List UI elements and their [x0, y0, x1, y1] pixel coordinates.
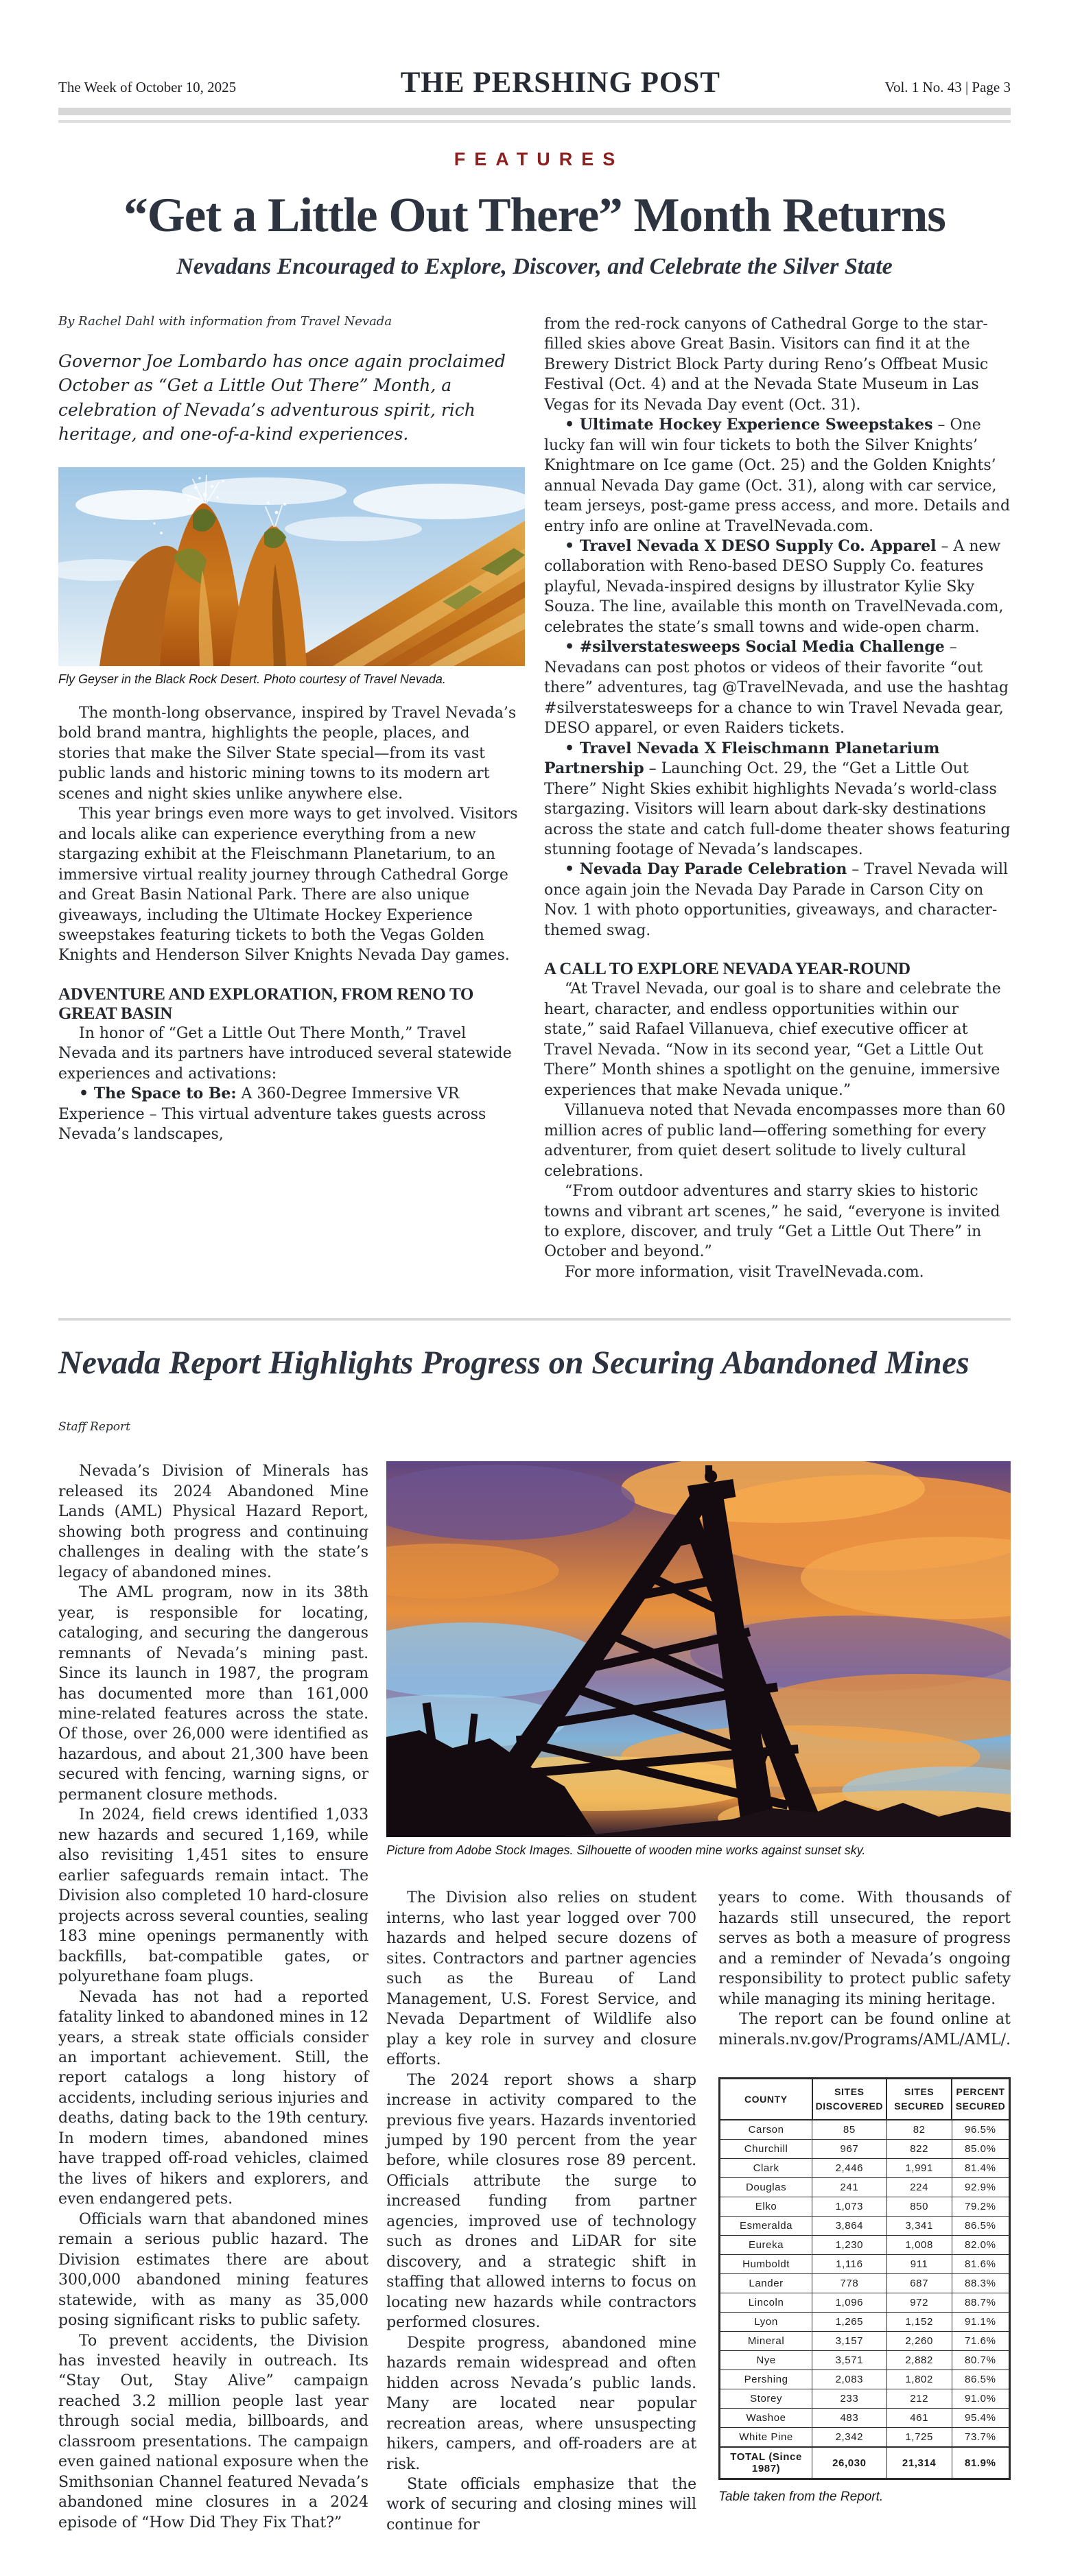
cell-county: Clark — [720, 2159, 812, 2178]
cell-percent-secured: 71.6% — [952, 2332, 1009, 2351]
body-paragraph: This year brings even more ways to get involved. Visitors and locals alike can experience everything from a new stargazing exhibit at the Fleischmann Planetarium, to an immersive virtual reality journey through Cathedral Gorge and Great Basin National Park. There are also unique giveaways, including the Ultimate Hockey Experience sweepstakes featuring tickets to both the Vegas Golden Knights and Henderson Silver Knights Nevada Day games. — [58, 805, 518, 965]
cell-sites-discovered: 2,083 — [812, 2370, 887, 2389]
cell-sites-secured: 1,991 — [886, 2159, 952, 2178]
body-paragraph: Despite progress, abandoned mine hazards remain widespread and often hidden across Nevada’s public lands. Many are located near popular recreation areas, where unsuspecting hikers, campers, and off-roaders are at risk. — [386, 2334, 697, 2473]
cell-total-secured: 21,314 — [886, 2447, 952, 2479]
cell-sites-discovered: 3,157 — [812, 2332, 887, 2351]
bullet-item — [544, 415, 1011, 536]
table-header-sites-discovered: SITES DISCOVERED — [812, 2079, 887, 2120]
table-row — [720, 2236, 1010, 2255]
cell-county: Churchill — [720, 2140, 812, 2159]
bullet-text: – One lucky fan will win four tickets to both the Silver Knights’ Knightmare on Ice game (Oct. 25) and the Golden Knights’ annual Nevada Day game (Oct. 31), along with car service, team jerseys, post-game press access, and more. Details and entry info are online at TravelNevada.com. — [544, 416, 1011, 535]
cell-sites-discovered: 1,265 — [812, 2313, 887, 2332]
cell-county: Douglas — [720, 2178, 812, 2197]
article2-headline: Nevada Report Highlights Progress on Securing Abandoned Mines — [58, 1345, 970, 1382]
body-paragraph: “From outdoor adventures and starry skies to historic towns and vibrant art scenes,” he said, “everyone is invited to explore, discover, and truly “Get a Little Out There” in October and beyond.” — [544, 1183, 1000, 1261]
cell-county: Pershing — [720, 2370, 812, 2389]
article1-lede: Governor Joe Lombardo has once again proclaimed October as “Get a Little Out There” Month, a celebration of Nevada’s adventurous spirit, rich heritage, and one-of-a-kind experiences. — [58, 351, 506, 445]
cell-county: Carson — [720, 2120, 812, 2140]
cell-county: Nye — [720, 2351, 812, 2370]
article2-photo-caption: Picture from Adobe Stock Images. Silhouette of wooden mine works against sunset sky. — [386, 1843, 866, 1858]
body-paragraph: Nevada has not had a reported fatality linked to abandoned mines in 12 years, a streak state officials consider an important achievement. Still, the report catalogs a long history of accidents, including serious injuries and deaths, dating back to the 19th century. In modern times, abandoned mines have trapped off-road vehicles, claimed the lives of hikers and explorers, and even endangered pets. — [58, 1988, 369, 2208]
body-paragraph: The report can be found online at minerals.nv.gov/Programs/AML/AML/. — [718, 2011, 1011, 2048]
table-row — [720, 2217, 1010, 2236]
cell-sites-secured: 212 — [886, 2389, 952, 2409]
article1-left-bullets — [58, 1084, 525, 1144]
article-abandoned-mines — [58, 1344, 1011, 2535]
masthead-date: The Week of October 10, 2025 — [58, 79, 237, 95]
article1-photo-caption: Fly Geyser in the Black Rock Desert. Photo courtesy of Travel Nevada. — [58, 672, 446, 686]
bullet-item — [544, 739, 1011, 860]
cell-percent-secured: 81.6% — [952, 2255, 1009, 2274]
article1-left-column — [58, 314, 525, 1283]
masthead — [58, 66, 1011, 99]
bullet-text: – Launching Oct. 29, the “Get a Little Out There” Night Skies exhibit highlights Nevada’s world-class stargazing. Visitors will learn about dark-sky destinations across the state and catch full-dome theater shows featuring stunning footage of Nevada’s landscapes. — [544, 760, 1011, 859]
table-row — [720, 2332, 1010, 2351]
body-paragraph: years to come. With thousands of hazards still unsecured, the report serves as both a measure of progress and a reminder of Nevada’s ongoing responsibility to protect public safety while managing its mining heritage. — [718, 1889, 1011, 2008]
section-label: FEATURES — [454, 149, 624, 169]
article1-right-paragraphs — [544, 979, 1011, 1282]
article1-subhead: Nevadans Encouraged to Explore, Discover, and Celebrate the Silver State — [176, 253, 893, 279]
cell-sites-discovered: 1,096 — [812, 2293, 887, 2313]
article2-middle-paragraphs — [386, 1888, 696, 2535]
table-row — [720, 2159, 1010, 2178]
cell-total-percent: 81.9% — [952, 2447, 1009, 2479]
cell-total-label: TOTAL (Since 1987) — [720, 2447, 812, 2479]
table-header-county: COUNTY — [720, 2079, 812, 2120]
bullet-lead: • The Space to Be: — [79, 1085, 237, 1103]
body-paragraph: Villanueva noted that Nevada encompasses more than 60 million acres of public land—offering something for every adventurer, from quiet desert solitude to lively cultural celebrations. — [544, 1102, 1006, 1180]
cell-sites-discovered: 483 — [812, 2409, 887, 2428]
table-row — [720, 2178, 1010, 2197]
article1-section-head-1: ADVENTURE AND EXPLORATION, FROM RENO TO GREAT BASIN — [58, 984, 474, 1023]
cell-sites-secured: 224 — [886, 2178, 952, 2197]
body-paragraph: State officials emphasize that the work of securing and closing mines will continue for — [386, 2475, 697, 2533]
cell-percent-secured: 73.7% — [952, 2428, 1009, 2448]
cell-county: Lincoln — [720, 2293, 812, 2313]
table-header-sites-secured: SITES SECURED — [886, 2079, 952, 2120]
bullet-lead: • #silverstatesweeps Social Media Challenge — [565, 638, 945, 657]
cell-county: Lander — [720, 2274, 812, 2293]
cell-sites-discovered: 2,446 — [812, 2159, 887, 2178]
cell-percent-secured: 96.5% — [952, 2120, 1009, 2140]
cell-sites-secured: 822 — [886, 2140, 952, 2159]
table-row — [720, 2409, 1010, 2428]
article2-rightmost-column — [718, 1888, 1011, 2535]
cell-percent-secured: 86.5% — [952, 2217, 1009, 2236]
masthead-volume-page: Vol. 1 No. 43 | Page 3 — [884, 79, 1011, 95]
body-paragraph: “At Travel Nevada, our goal is to share and celebrate the heart, character, and endless opportunities within our state,” said Rafael Villanueva, chief executive officer at Travel Nevada. “Now in its second year, “Get a Little Out There” Month shines a spotlight on the genuine, immersive experiences that make Nevada unique.” — [544, 980, 1001, 1099]
table-row — [720, 2197, 1010, 2217]
bullet-lead: • Ultimate Hockey Experience Sweepstakes — [565, 416, 933, 434]
cell-sites-secured: 911 — [886, 2255, 952, 2274]
table-row — [720, 2120, 1010, 2140]
table-header-percent-secured: PERCENT SECURED — [952, 2079, 1009, 2120]
cell-sites-secured: 972 — [886, 2293, 952, 2313]
bullet-lead: • Nevada Day Parade Celebration — [565, 860, 847, 879]
table-row — [720, 2313, 1010, 2332]
cell-county: Humboldt — [720, 2255, 812, 2274]
cell-sites-secured: 82 — [886, 2120, 952, 2140]
bullet-lead: • Travel Nevada X Fleischmann Planetarium Partnership — [544, 739, 940, 778]
cell-percent-secured: 80.7% — [952, 2351, 1009, 2370]
cell-sites-discovered: 241 — [812, 2178, 887, 2197]
body-paragraph: Nevada’s Division of Minerals has released its 2024 Abandoned Mine Lands (AML) Physical Hazard Report, showing both progress and continuing challenges in dealing with the state’s legacy of abandoned mines. — [58, 1463, 369, 1581]
table-row — [720, 2255, 1010, 2274]
cell-county: Lyon — [720, 2313, 812, 2332]
bullet-item — [58, 1084, 525, 1144]
cell-sites-discovered: 1,073 — [812, 2197, 887, 2217]
cell-sites-discovered: 1,230 — [812, 2236, 887, 2255]
article1-right-column — [544, 314, 1011, 1283]
cell-sites-secured: 2,260 — [886, 2332, 952, 2351]
article1-headline: “Get a Little Out There” Month Returns — [124, 189, 945, 242]
cell-county: Esmeralda — [720, 2217, 812, 2236]
table-row — [720, 2351, 1010, 2370]
body-paragraph: The month-long observance, inspired by Travel Nevada’s bold brand mantra, highlights the people, places, and stories that make the Silver State special—from its vast public lands and historic mining towns to its modern art scenes and night skies unlike anywhere else. — [58, 704, 517, 803]
article2-left-column — [58, 1461, 368, 2535]
article2-lower-columns — [386, 1888, 1011, 2535]
article1-byline: By Rachel Dahl with information from Travel Nevada — [58, 314, 392, 329]
cell-percent-secured: 88.3% — [952, 2274, 1009, 2293]
cell-sites-secured: 1,008 — [886, 2236, 952, 2255]
cell-sites-discovered: 1,116 — [812, 2255, 887, 2274]
cell-sites-secured: 461 — [886, 2409, 952, 2428]
article2-right-area — [386, 1461, 1011, 2535]
mine-headframe-photo — [386, 1461, 1011, 1837]
body-paragraph: The AML program, now in its 38th year, is responsible for locating, cataloging, and securing the dangerous remnants of Nevada’s mining past. Since its launch in 1987, the program has documented more than 161,000 mine-related features across the state. Of those, over 26,000 were identified as hazardous, and about 21,300 have been secured with fencing, warning signs, or permanent closure methods. — [58, 1584, 369, 1804]
table-row — [720, 2274, 1010, 2293]
fly-geyser-photo — [58, 467, 525, 666]
table-body — [720, 2120, 1010, 2447]
article1-left-paragraphs — [58, 703, 525, 966]
cell-percent-secured: 91.1% — [952, 2313, 1009, 2332]
table-row — [720, 2293, 1010, 2313]
masthead-rule-thin — [58, 120, 1011, 123]
cell-sites-secured: 1,802 — [886, 2370, 952, 2389]
aml-county-table — [718, 2077, 1011, 2480]
cell-sites-discovered: 2,342 — [812, 2428, 887, 2448]
table-row — [720, 2140, 1010, 2159]
article1-right-bullets — [544, 415, 1011, 941]
cell-percent-secured: 91.0% — [952, 2389, 1009, 2409]
cell-sites-secured: 2,882 — [886, 2351, 952, 2370]
cell-county: Elko — [720, 2197, 812, 2217]
article1-section-head-2: A CALL TO EXPLORE NEVADA YEAR-ROUND — [544, 960, 911, 979]
cell-percent-secured: 95.4% — [952, 2409, 1009, 2428]
body-paragraph: In honor of “Get a Little Out There Month,” Travel Nevada and its partners have introduced several statewide experiences and activations: — [58, 1024, 512, 1083]
body-paragraph: Officials warn that abandoned mines remain a serious public hazard. The Division estimates there are about 300,000 abandoned mining features statewide, with as many as 35,000 posing significant risks to public safety. — [58, 2210, 369, 2330]
cell-sites-secured: 687 — [886, 2274, 952, 2293]
cell-sites-secured: 850 — [886, 2197, 952, 2217]
cell-sites-discovered: 233 — [812, 2389, 887, 2409]
cell-percent-secured: 81.4% — [952, 2159, 1009, 2178]
bullet-item — [544, 860, 1011, 941]
article1-columns — [58, 314, 1011, 1283]
table-total-row — [720, 2447, 1010, 2479]
article-get-a-little-out-there — [58, 191, 1011, 1282]
bullet-text: – Travel Nevada will once again join the Nevada Day Parade in Carson City on Nov. 1 with photo opportunities, giveaways, and character-themed swag. — [544, 861, 1009, 939]
table-row — [720, 2428, 1010, 2448]
table-caption: Table taken from the Report. — [718, 2490, 884, 2505]
body-paragraph: In 2024, field crews identified 1,033 new hazards and secured 1,169, while also revisiting 1,451 sites to ensure earlier safeguards remain intact. The Division also completed 10 hard-closure projects across several counties, sealing 183 mine openings permanently with backfills, bat-compatible gates, or polyurethane foam plugs. — [58, 1806, 369, 1986]
bullet-item — [544, 536, 1011, 637]
article1-right-lead-paragraph: from the red-rock canyons of Cathedral Gorge to the star-filled skies above Great Basin. Visitors can find it at the Brewery District Block Party during Reno’s Offbeat Music Festival (Oct. 4) and at the Nevada State Museum in Las Vegas for its Nevada Day event (Oct. 31). — [544, 315, 989, 414]
cell-sites-discovered: 3,571 — [812, 2351, 887, 2370]
masthead-rule-thick — [58, 108, 1011, 115]
body-paragraph: The 2024 report shows a sharp increase in activity compared to the previous five years. Hazards inventoried jumped by 190 percent from the year before, while closures rose 89 percent. Officials attribute the surge to increased funding from partner agencies, improved use of technology such as drones and LiDAR for site discovery, and a strategic shift in staffing that allowed interns to focus on locating new hazards while contractors performed closures. — [386, 2071, 697, 2332]
masthead-title: THE PERSHING POST — [400, 67, 720, 99]
cell-sites-discovered: 3,864 — [812, 2217, 887, 2236]
bullet-item — [544, 637, 1011, 738]
cell-percent-secured: 82.0% — [952, 2236, 1009, 2255]
cell-sites-secured: 1,152 — [886, 2313, 952, 2332]
body-paragraph: For more information, visit TravelNevada.com. — [565, 1263, 924, 1281]
bullet-text: – A new collaboration with Reno-based DESO Supply Co. features playful, Nevada-inspired designs by illustrator Kylie Sky Souza. The line, available this month on TravelNevada.com, celebrates the state’s small towns and wide-open charm. — [544, 537, 1004, 636]
cell-sites-secured: 3,341 — [886, 2217, 952, 2236]
article1-left-paragraphs-2 — [58, 1024, 525, 1084]
cell-county: Eureka — [720, 2236, 812, 2255]
cell-sites-discovered: 967 — [812, 2140, 887, 2159]
cell-percent-secured: 86.5% — [952, 2370, 1009, 2389]
cell-percent-secured: 85.0% — [952, 2140, 1009, 2159]
cell-county: Storey — [720, 2389, 812, 2409]
body-paragraph: The Division also relies on student interns, who last year logged over 700 hazards and helped secure dozens of sites. Contractors and partner agencies such as the Bureau of Land Management, U.S. Forest Service, and Nevada Department of Wildlife also play a key role in survey and closure efforts. — [386, 1889, 697, 2069]
cell-percent-secured: 88.7% — [952, 2293, 1009, 2313]
table-row — [720, 2370, 1010, 2389]
bullet-text: – Nevadans can post photos or videos of their favorite “out there” adventures, tag @TravelNevada, and use the hashtag #silverstatesweeps for a chance to win Travel Nevada gear, DESO apparel, or even Raiders tickets. — [544, 639, 1009, 737]
cell-county: White Pine — [720, 2428, 812, 2448]
table-row — [720, 2389, 1010, 2409]
cell-county: Washoe — [720, 2409, 812, 2428]
bullet-lead: • Travel Nevada X DESO Supply Co. Apparel — [565, 536, 937, 555]
body-paragraph: To prevent accidents, the Division has invested heavily in outreach. Its “Stay Out, Stay Alive” campaign reached 3.2 million people last year through social media, billboards, and classroom presentations. The campaign even gained national exposure when the Smithsonian Channel featured Nevada’s abandoned mine closures in a 2024 episode of “How Did They Fix That?” — [58, 2332, 369, 2531]
cell-percent-secured: 79.2% — [952, 2197, 1009, 2217]
article2-body — [58, 1461, 1011, 2535]
article-divider-rule — [58, 1318, 1011, 1321]
table-header — [720, 2079, 1010, 2120]
cell-county: Mineral — [720, 2332, 812, 2351]
article2-byline: Staff Report — [58, 1420, 130, 1434]
cell-total-discovered: 26,030 — [812, 2447, 887, 2479]
bullet-text: A 360-Degree Immersive VR Experience – This virtual adventure takes guests across Nevada’s landscapes, — [58, 1085, 486, 1144]
cell-sites-discovered: 778 — [812, 2274, 887, 2293]
cell-percent-secured: 92.9% — [952, 2178, 1009, 2197]
article2-middle-column — [386, 1888, 696, 2535]
cell-sites-secured: 1,725 — [886, 2428, 952, 2448]
cell-sites-discovered: 85 — [812, 2120, 887, 2140]
